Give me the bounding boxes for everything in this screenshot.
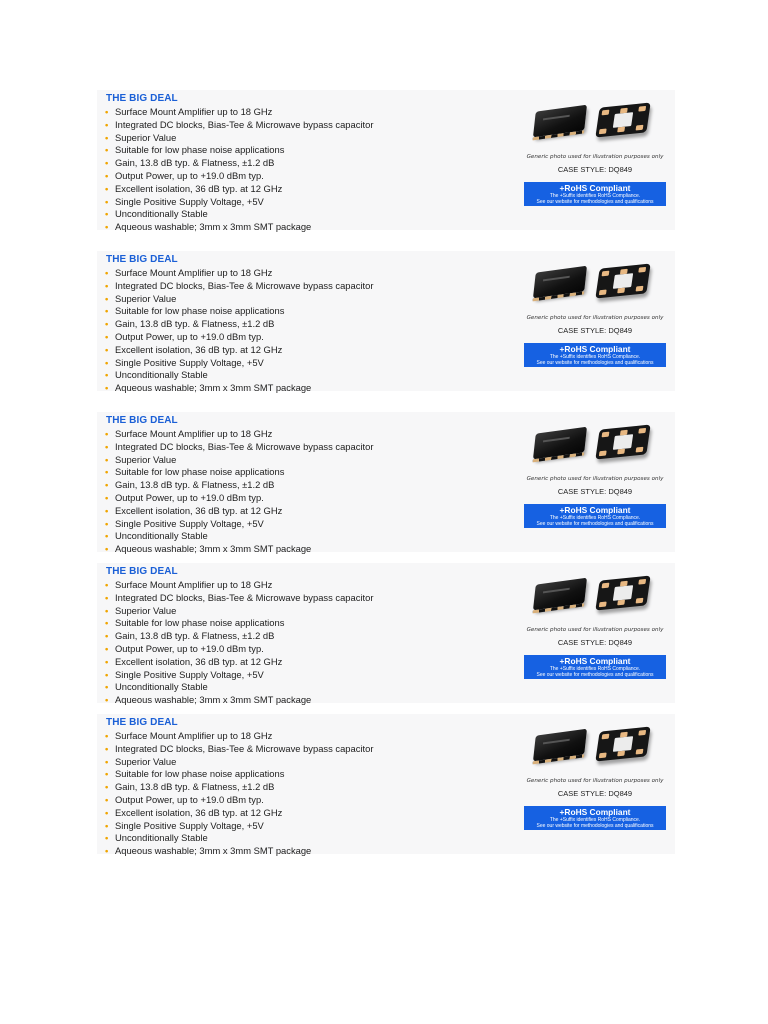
feature-text: Gain, 13.8 dB typ. & Flatness, ±1.2 dB xyxy=(115,157,275,169)
product-panel xyxy=(524,102,666,206)
bullet-icon: • xyxy=(105,579,109,590)
feature-item xyxy=(105,280,373,293)
feature-text: Gain, 13.8 dB typ. & Flatness, ±1.2 dB xyxy=(115,479,275,491)
feature-item xyxy=(105,144,373,157)
photo-caption: Generic photo used for illustration purposes only xyxy=(526,154,664,160)
rohs-note-line: The +Suffix identifies RoHS Compliance. xyxy=(549,666,641,672)
rohs-compliance-badge xyxy=(524,343,666,367)
feature-text: Single Positive Supply Voltage, +5V xyxy=(115,819,264,831)
feature-text: Excellent isolation, 36 dB typ. at 12 GHz xyxy=(115,343,283,355)
feature-item xyxy=(105,518,373,531)
feature-item xyxy=(105,382,373,395)
feature-item xyxy=(105,221,373,234)
feature-text: Output Power, up to +19.0 dBm typ. xyxy=(115,793,264,805)
bullet-icon: • xyxy=(105,292,109,304)
feature-text: Excellent isolation, 36 dB typ. at 12 GHz xyxy=(115,182,283,194)
feature-text: Single Positive Supply Voltage, +5V xyxy=(115,195,264,207)
feature-text: Aqueous washable; 3mm x 3mm SMT package xyxy=(115,382,312,394)
bullet-icon: • xyxy=(105,343,109,355)
deal-title: THE BIG DEAL xyxy=(106,566,178,577)
bullet-icon: • xyxy=(105,617,109,629)
bullet-icon: • xyxy=(105,793,109,805)
feature-item xyxy=(105,196,373,209)
chip-photo xyxy=(524,102,666,142)
feature-item xyxy=(105,119,373,132)
bullet-icon: • xyxy=(105,504,109,516)
feature-text: Single Positive Supply Voltage, +5V xyxy=(115,356,264,368)
feature-text: Integrated DC blocks, Bias-Tee & Microwave bypass capacitor xyxy=(115,591,374,603)
feature-text: Aqueous washable; 3mm x 3mm SMT package xyxy=(115,694,312,706)
feature-item xyxy=(105,441,373,454)
bullet-icon: • xyxy=(105,642,109,654)
bullet-icon: • xyxy=(105,768,109,780)
feature-item xyxy=(105,106,373,119)
feature-item xyxy=(105,681,373,694)
product-panel xyxy=(524,263,666,367)
feature-item xyxy=(105,132,373,145)
bullet-icon: • xyxy=(105,169,109,181)
feature-text: Superior Value xyxy=(115,453,177,465)
deal-title: THE BIG DEAL xyxy=(106,717,178,728)
product-panel xyxy=(524,575,666,679)
bullet-icon: • xyxy=(105,267,109,278)
feature-item xyxy=(105,492,373,505)
feature-text: Output Power, up to +19.0 dBm typ. xyxy=(115,169,264,181)
feature-text: Suitable for low phase noise applications xyxy=(115,305,285,317)
feature-item xyxy=(105,170,373,183)
deal-title: THE BIG DEAL xyxy=(106,93,178,104)
rohs-note-line: The +Suffix identifies RoHS Compliance. xyxy=(549,817,641,823)
bullet-icon: • xyxy=(105,742,109,754)
feature-item xyxy=(105,293,373,306)
bullet-icon: • xyxy=(105,208,109,220)
feature-text: Gain, 13.8 dB typ. & Flatness, ±1.2 dB xyxy=(115,781,275,793)
feature-text: Unconditionally Stable xyxy=(115,832,208,844)
bullet-icon: • xyxy=(105,330,109,342)
feature-item xyxy=(105,157,373,170)
feature-text: Gain, 13.8 dB typ. & Flatness, ±1.2 dB xyxy=(115,318,275,330)
case-style-label: CASE STYLE: DQ849 xyxy=(557,326,633,335)
feature-text: Superior Value xyxy=(115,292,177,304)
feature-item xyxy=(105,183,373,196)
case-style-label: CASE STYLE: DQ849 xyxy=(557,638,633,647)
bullet-icon: • xyxy=(105,279,109,291)
rohs-compliance-badge xyxy=(524,182,666,206)
bullet-icon: • xyxy=(105,630,109,642)
feature-item xyxy=(105,305,373,318)
feature-text: Integrated DC blocks, Bias-Tee & Microwave bypass capacitor xyxy=(115,118,374,130)
bullet-icon: • xyxy=(105,730,109,741)
feature-text: Unconditionally Stable xyxy=(115,208,208,220)
feature-item xyxy=(105,630,373,643)
product-panel xyxy=(524,424,666,528)
feature-text: Unconditionally Stable xyxy=(115,369,208,381)
feature-item xyxy=(105,267,373,280)
feature-item xyxy=(105,669,373,682)
feature-text: Integrated DC blocks, Bias-Tee & Microwave bypass capacitor xyxy=(115,742,374,754)
feature-text: Output Power, up to +19.0 dBm typ. xyxy=(115,330,264,342)
feature-item xyxy=(105,592,373,605)
feature-list xyxy=(105,267,373,395)
bullet-icon: • xyxy=(105,694,109,706)
bullet-icon: • xyxy=(105,157,109,169)
bullet-icon: • xyxy=(105,530,109,542)
feature-text: Suitable for low phase noise applications xyxy=(115,466,285,478)
rohs-title: +RoHS Compliant xyxy=(559,183,631,193)
feature-item xyxy=(105,318,373,331)
rohs-note-line: See our website for methodologies and qualifications xyxy=(536,521,654,528)
feature-item xyxy=(105,694,373,707)
feature-text: Excellent isolation, 36 dB typ. at 12 GHz xyxy=(115,504,283,516)
chip-bottom-view-image xyxy=(595,263,650,298)
feature-text: Output Power, up to +19.0 dBm typ. xyxy=(115,491,264,503)
rohs-title: +RoHS Compliant xyxy=(559,807,631,817)
rohs-compliance-badge xyxy=(524,806,666,830)
feature-item xyxy=(105,743,373,756)
feature-item xyxy=(105,807,373,820)
feature-list xyxy=(105,730,373,858)
feature-text: Surface Mount Amplifier up to 18 GHz xyxy=(115,428,273,439)
feature-list xyxy=(105,579,373,707)
case-style-label: CASE STYLE: DQ849 xyxy=(557,165,633,174)
rohs-compliance-badge xyxy=(524,504,666,528)
feature-text: Surface Mount Amplifier up to 18 GHz xyxy=(115,106,273,117)
photo-caption: Generic photo used for illustration purposes only xyxy=(526,627,664,633)
bullet-icon: • xyxy=(105,681,109,693)
feature-item xyxy=(105,466,373,479)
feature-list xyxy=(105,428,373,556)
chip-photo xyxy=(524,575,666,615)
feature-text: Surface Mount Amplifier up to 18 GHz xyxy=(115,579,273,590)
deal-block xyxy=(97,714,675,857)
feature-item xyxy=(105,605,373,618)
bullet-icon: • xyxy=(105,604,109,616)
bullet-icon: • xyxy=(105,479,109,491)
rohs-title: +RoHS Compliant xyxy=(559,344,631,354)
feature-text: Output Power, up to +19.0 dBm typ. xyxy=(115,642,264,654)
feature-item xyxy=(105,208,373,221)
photo-caption: Generic photo used for illustration purposes only xyxy=(526,778,664,784)
rohs-note-line: See our website for methodologies and qualifications xyxy=(536,360,654,367)
bullet-icon: • xyxy=(105,591,109,603)
rohs-title: +RoHS Compliant xyxy=(559,656,631,666)
feature-item xyxy=(105,369,373,382)
chip-photo xyxy=(524,726,666,766)
bullet-icon: • xyxy=(105,440,109,452)
feature-item xyxy=(105,794,373,807)
bullet-icon: • xyxy=(105,517,109,529)
bullet-icon: • xyxy=(105,453,109,465)
feature-text: Excellent isolation, 36 dB typ. at 12 GHz xyxy=(115,806,283,818)
bullet-icon: • xyxy=(105,806,109,818)
bullet-icon: • xyxy=(105,755,109,767)
bullet-icon: • xyxy=(105,832,109,844)
bullet-icon: • xyxy=(105,305,109,317)
bullet-icon: • xyxy=(105,781,109,793)
bullet-icon: • xyxy=(105,819,109,831)
feature-item xyxy=(105,331,373,344)
bullet-icon: • xyxy=(105,144,109,156)
case-style-label: CASE STYLE: DQ849 xyxy=(557,487,633,496)
feature-text: Suitable for low phase noise applications xyxy=(115,768,285,780)
feature-item xyxy=(105,479,373,492)
feature-item xyxy=(105,617,373,630)
feature-text: Excellent isolation, 36 dB typ. at 12 GHz xyxy=(115,655,283,667)
feature-item xyxy=(105,344,373,357)
photo-caption: Generic photo used for illustration purposes only xyxy=(526,315,664,321)
rohs-note-line: See our website for methodologies and qualifications xyxy=(536,199,654,206)
rohs-note-line: See our website for methodologies and qualifications xyxy=(536,672,654,679)
rohs-note-line: See our website for methodologies and qualifications xyxy=(536,823,654,830)
feature-item xyxy=(105,756,373,769)
bullet-icon: • xyxy=(105,118,109,130)
feature-item xyxy=(105,579,373,592)
chip-top-view-image xyxy=(533,266,587,299)
feature-text: Suitable for low phase noise applications xyxy=(115,144,285,156)
rohs-note-line: The +Suffix identifies RoHS Compliance. xyxy=(549,193,641,199)
feature-item xyxy=(105,454,373,467)
rohs-note-line: The +Suffix identifies RoHS Compliance. xyxy=(549,515,641,521)
feature-item xyxy=(105,730,373,743)
feature-text: Integrated DC blocks, Bias-Tee & Microwave bypass capacitor xyxy=(115,279,374,291)
bullet-icon: • xyxy=(105,182,109,194)
chip-bottom-view-image xyxy=(595,726,650,761)
feature-text: Single Positive Supply Voltage, +5V xyxy=(115,517,264,529)
bullet-icon: • xyxy=(105,845,109,857)
chip-top-view-image xyxy=(533,729,587,762)
bullet-icon: • xyxy=(105,369,109,381)
feature-item xyxy=(105,505,373,518)
feature-item xyxy=(105,781,373,794)
case-style-label: CASE STYLE: DQ849 xyxy=(557,789,633,798)
feature-item xyxy=(105,845,373,858)
bullet-icon: • xyxy=(105,221,109,233)
feature-text: Aqueous washable; 3mm x 3mm SMT package xyxy=(115,221,312,233)
feature-item xyxy=(105,832,373,845)
bullet-icon: • xyxy=(105,428,109,439)
feature-text: Aqueous washable; 3mm x 3mm SMT package xyxy=(115,543,312,555)
feature-text: Unconditionally Stable xyxy=(115,530,208,542)
bullet-icon: • xyxy=(105,655,109,667)
bullet-icon: • xyxy=(105,491,109,503)
chip-top-view-image xyxy=(533,427,587,460)
feature-text: Suitable for low phase noise applications xyxy=(115,617,285,629)
feature-text: Superior Value xyxy=(115,604,177,616)
feature-item xyxy=(105,428,373,441)
feature-text: Superior Value xyxy=(115,131,177,143)
feature-item xyxy=(105,643,373,656)
feature-item xyxy=(105,530,373,543)
bullet-icon: • xyxy=(105,382,109,394)
bullet-icon: • xyxy=(105,543,109,555)
feature-item xyxy=(105,357,373,370)
bullet-icon: • xyxy=(105,466,109,478)
chip-bottom-view-image xyxy=(595,102,650,137)
chip-photo xyxy=(524,263,666,303)
chip-photo xyxy=(524,424,666,464)
deal-block xyxy=(97,563,675,706)
chip-top-view-image xyxy=(533,578,587,611)
feature-text: Aqueous washable; 3mm x 3mm SMT package xyxy=(115,845,312,857)
feature-item xyxy=(105,820,373,833)
bullet-icon: • xyxy=(105,131,109,143)
chip-top-view-image xyxy=(533,105,587,138)
feature-item xyxy=(105,656,373,669)
bullet-icon: • xyxy=(105,356,109,368)
feature-text: Integrated DC blocks, Bias-Tee & Microwave bypass capacitor xyxy=(115,440,374,452)
feature-item xyxy=(105,768,373,781)
bullet-icon: • xyxy=(105,195,109,207)
feature-text: Gain, 13.8 dB typ. & Flatness, ±1.2 dB xyxy=(115,630,275,642)
bullet-icon: • xyxy=(105,318,109,330)
feature-text: Single Positive Supply Voltage, +5V xyxy=(115,668,264,680)
feature-text: Unconditionally Stable xyxy=(115,681,208,693)
product-panel xyxy=(524,726,666,830)
chip-bottom-view-image xyxy=(595,575,650,610)
rohs-note-line: The +Suffix identifies RoHS Compliance. xyxy=(549,354,641,360)
deal-block xyxy=(97,251,675,394)
feature-text: Surface Mount Amplifier up to 18 GHz xyxy=(115,730,273,741)
chip-bottom-view-image xyxy=(595,424,650,459)
photo-caption: Generic photo used for illustration purposes only xyxy=(526,476,664,482)
rohs-compliance-badge xyxy=(524,655,666,679)
feature-text: Surface Mount Amplifier up to 18 GHz xyxy=(115,267,273,278)
rohs-title: +RoHS Compliant xyxy=(559,505,631,515)
bullet-icon: • xyxy=(105,106,109,117)
deal-block xyxy=(97,412,675,555)
deal-title: THE BIG DEAL xyxy=(106,415,178,426)
deal-title: THE BIG DEAL xyxy=(106,254,178,265)
deal-block xyxy=(97,90,675,233)
bullet-icon: • xyxy=(105,668,109,680)
feature-list xyxy=(105,106,373,234)
feature-text: Superior Value xyxy=(115,755,177,767)
feature-item xyxy=(105,543,373,556)
